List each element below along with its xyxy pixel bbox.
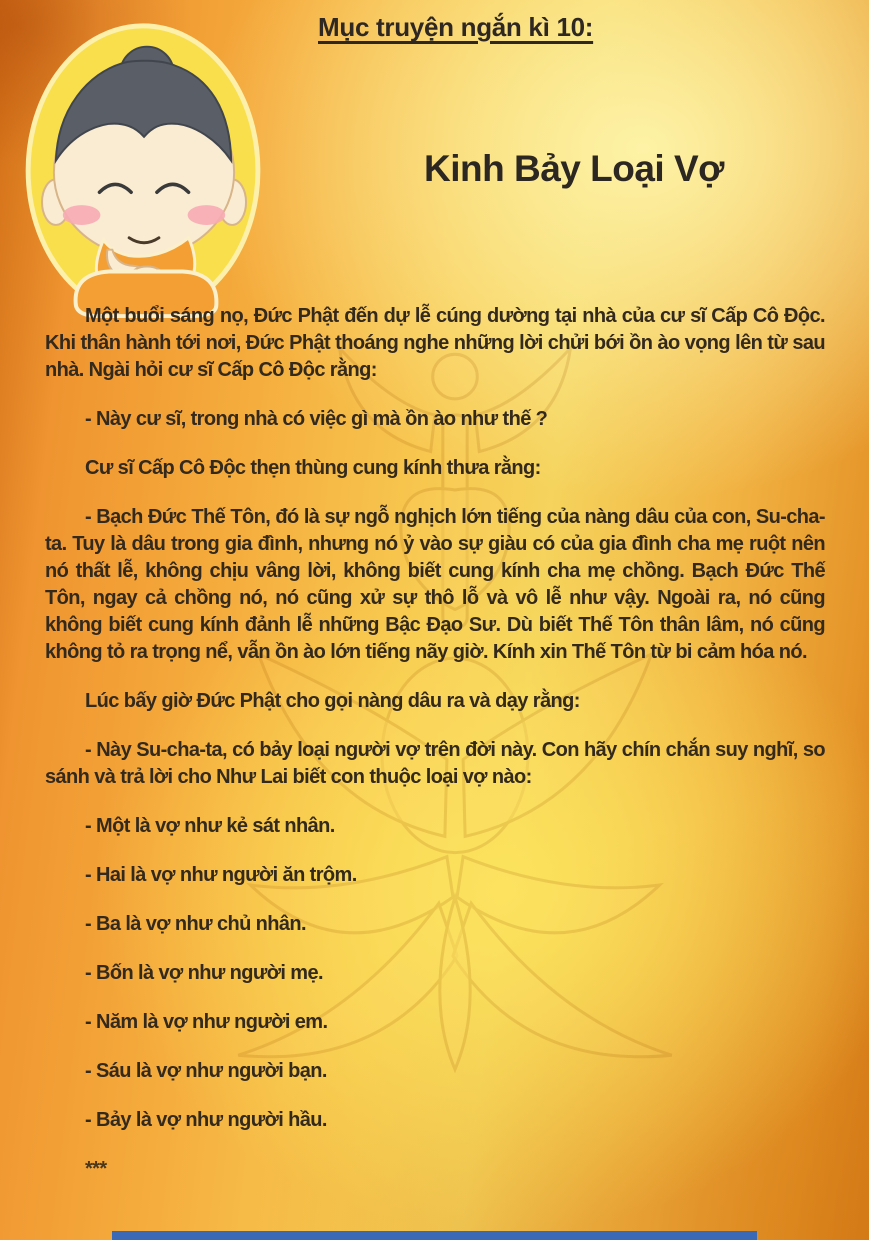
wife-type-item: - Bảy là vợ như người hầu. [85,1109,327,1131]
story-paragraph: Một buổi sáng nọ, Đức Phật đến dự lễ cúng dường tại nhà của cư sĩ Cấp Cô Độc. Khi thân hành tới nơi, Đức Phật thoáng nghe những lời chửi bới ồn ào vọng lên từ sau nhà. Ngài hỏi cư sĩ Cấp Cô Độc rằng: [45,305,825,381]
story-paragraph: - Bạch Đức Thế Tôn, đó là sự ngỗ nghịch lớn tiếng của nàng dâu của con, Su-cha-ta. Tuy là dâu trong gia đình, nhưng nó ỷ vào sự giàu có của gia đình cha mẹ ruột nên nó thất lễ, không chịu vâng lời, không biết cung kính cha mẹ chồng. Bạch Đức Thế Tôn, ngay cả chồng nó, nó cũng xử sự thô lỗ và vô lễ như vậy. Ngoài ra, nó cũng không biết cung kính đảnh lễ những Bậc Đạo Sư. Dù biết Thế Tôn thân lâm, nó cũng không tỏ ra trọng nể, vẫn ồn ào lớn tiếng nãy giờ. Kính xin Thế Tôn từ bi cảm hóa nó. [45,506,825,663]
buddha-illustration [12,14,280,321]
story-paragraphs [45,303,825,791]
story-paragraph: Lúc bấy giờ Đức Phật cho gọi nàng dâu ra và dạy rằng: [85,690,580,712]
wife-type-item: - Hai là vợ như người ăn trộm. [85,864,357,886]
wife-type-item: - Ba là vợ như chủ nhân. [85,913,306,935]
wife-type-item: - Bốn là vợ như người mẹ. [85,962,323,984]
section-divider: *** [85,1158,107,1180]
story-body [45,303,825,1205]
story-paragraph: Cư sĩ Cấp Cô Độc thẹn thùng cung kính thưa rằng: [85,457,541,479]
story-paragraph: - Này Su-cha-ta, có bảy loại người vợ trên đời này. Con hãy chín chắn suy nghĩ, so sánh và trả lời cho Như Lai biết con thuộc loại vợ nào: [45,739,825,788]
series-label: Mục truyện ngắn kì 10: [318,12,594,42]
wife-type-item: - Năm là vợ như người em. [85,1011,328,1033]
footer-bar [112,1231,757,1240]
story-paragraph: - Này cư sĩ, trong nhà có việc gì mà ồn ào như thế ? [85,408,548,430]
blush-left [63,205,101,225]
wife-type-item: - Sáu là vợ như người bạn. [85,1060,327,1082]
wife-type-list [45,813,825,1134]
page-title: Kinh Bảy Loại Vợ [424,148,724,189]
blush-right [188,205,226,225]
wife-type-item: - Một là vợ như kẻ sát nhân. [85,815,335,837]
